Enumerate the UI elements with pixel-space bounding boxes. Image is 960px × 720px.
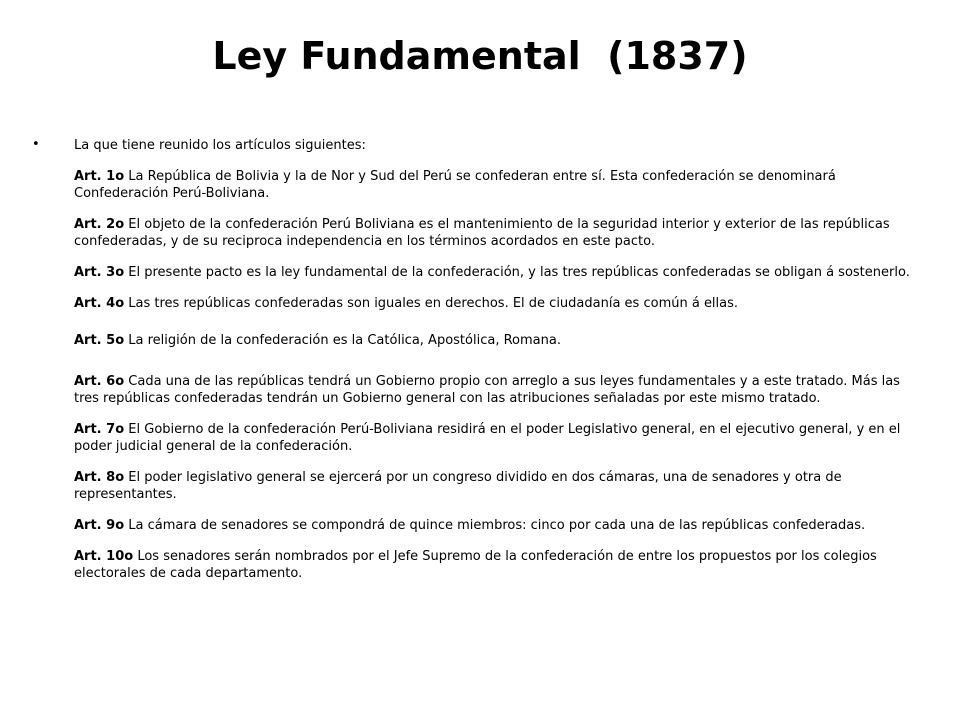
article-label: Art. 4o xyxy=(74,296,125,311)
article-label: Art. 2o xyxy=(74,217,125,232)
article-2 xyxy=(74,216,914,250)
article-8 xyxy=(74,469,914,503)
article-text: Las tres repúblicas confederadas son iguales en derechos. El de ciudadanía es común á ellas. xyxy=(128,296,739,311)
article-3 xyxy=(74,264,914,281)
article-label: Art. 7o xyxy=(74,422,125,437)
slide-title: Ley Fundamental (1837) xyxy=(212,34,748,78)
article-label: Art. 9o xyxy=(74,518,125,533)
article-text: El presente pacto es la ley fundamental de la confederación, y las tres repúblicas confederadas se obligan á sostenerlo. xyxy=(128,265,910,280)
article-text: El poder legislativo general se ejercerá por un congreso dividido en dos cámaras, una de senadores y otra de representantes. xyxy=(74,470,842,502)
article-text: Cada una de las repúblicas tendrá un Gobierno propio con arreglo a sus leyes fundamentales y a este tratado. Más las tres repúblicas confederadas tendrán un Gobierno general con las atribuciones señaladas por este mismo tratado. xyxy=(74,374,900,406)
article-1 xyxy=(74,168,914,202)
intro-text: La que tiene reunido los artículos siguientes: xyxy=(74,138,366,153)
article-text: Los senadores serán nombrados por el Jefe Supremo de la confederación de entre los propuestos por los colegios electorales de cada departamento. xyxy=(74,549,877,581)
article-label: Art. 5o xyxy=(74,333,125,348)
article-10 xyxy=(74,548,914,582)
article-4 xyxy=(74,295,914,312)
article-6 xyxy=(74,373,914,407)
article-label: Art. 1o xyxy=(74,169,125,184)
article-label: Art. 3o xyxy=(74,265,125,280)
article-label: Art. 8o xyxy=(74,470,125,485)
article-text: La cámara de senadores se compondrá de quince miembros: cinco por cada una de las repúblicas confederadas. xyxy=(128,518,866,533)
article-text: La República de Bolivia y la de Nor y Sud del Perú se confederan entre sí. Esta confederación se denominará Confederación Perú-Boliviana. xyxy=(74,169,836,201)
article-9 xyxy=(74,517,914,534)
article-text: La religión de la confederación es la Católica, Apostólica, Romana. xyxy=(128,333,561,348)
article-5 xyxy=(74,332,914,349)
article-text: El objeto de la confederación Perú Boliviana es el mantenimiento de la seguridad interior y exterior de las repúblicas confederadas, y de su reciproca independencia en los términos acordados en este pacto. xyxy=(74,217,890,249)
bullet-marker: • xyxy=(32,137,40,152)
article-label: Art. 10o xyxy=(74,549,134,564)
slide-body xyxy=(74,137,914,596)
article-7 xyxy=(74,421,914,455)
article-label: Art. 6o xyxy=(74,374,125,389)
article-text: El Gobierno de la confederación Perú-Boliviana residirá en el poder Legislativo general, en el ejecutivo general, y en el poder judicial general de la confederación. xyxy=(74,422,901,454)
